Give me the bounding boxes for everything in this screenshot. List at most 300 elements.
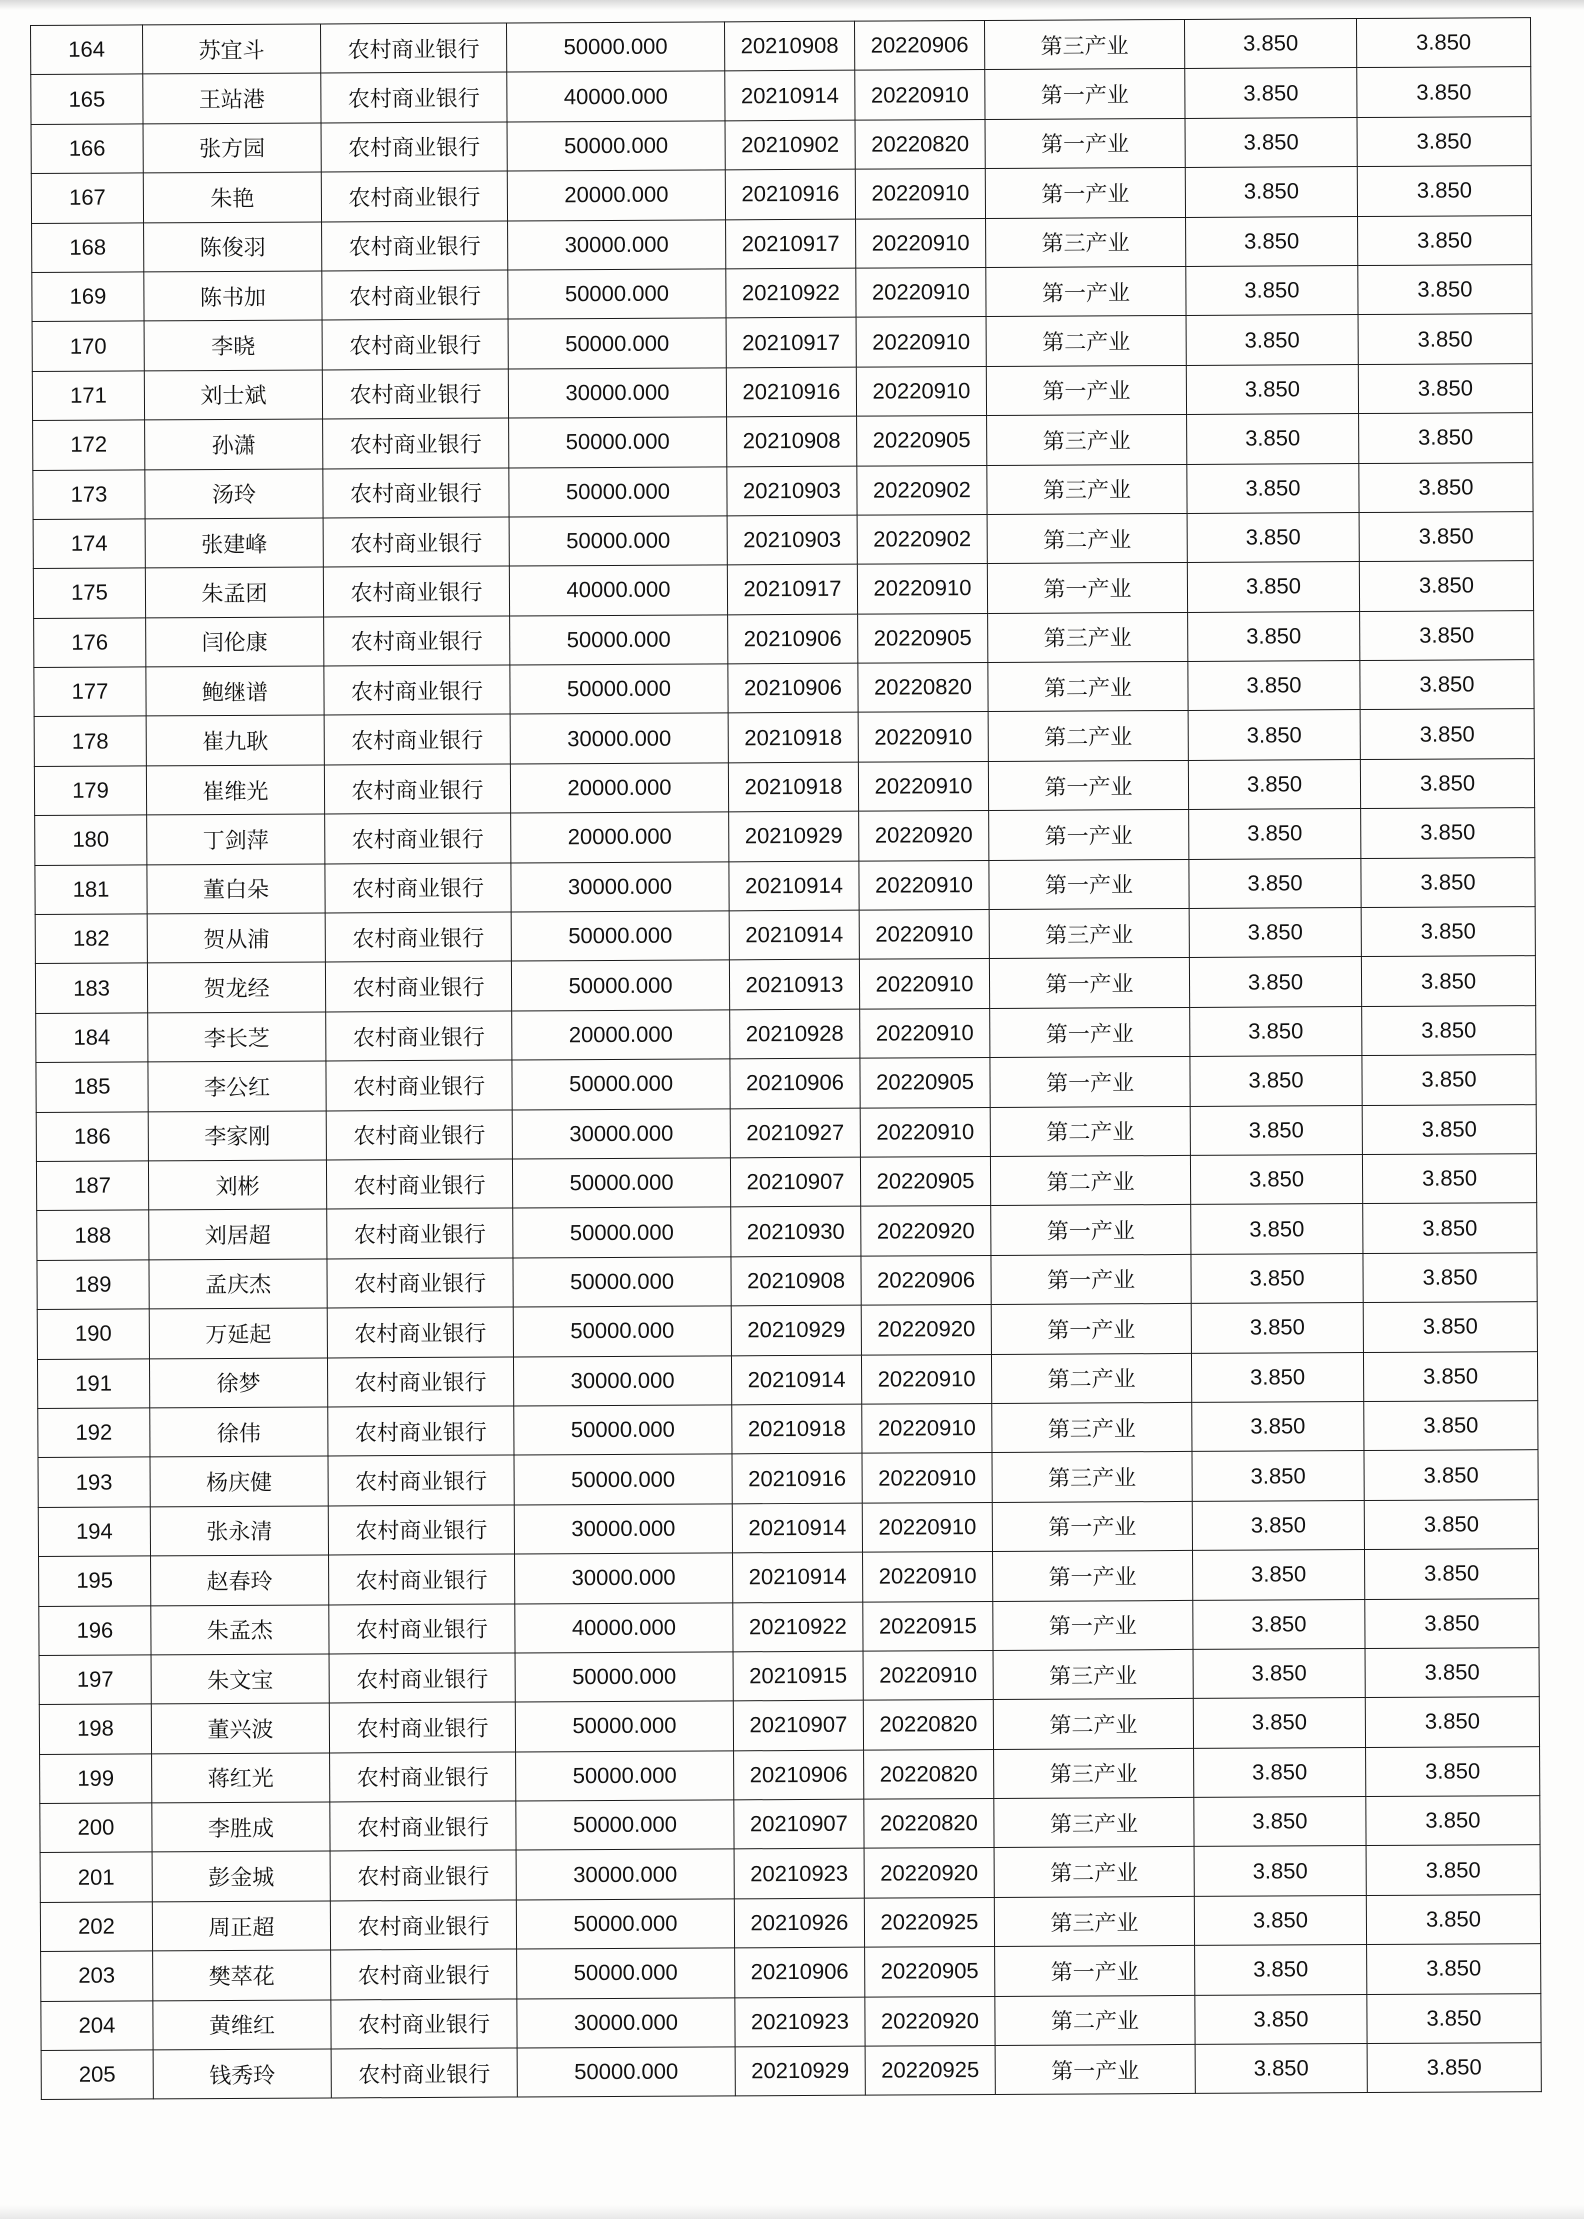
- subsidy-rate-cell: 3.850: [1358, 215, 1532, 265]
- start-date-cell: 20210916: [726, 367, 856, 417]
- start-date-cell: 20210929: [735, 2046, 865, 2096]
- table-row: [35, 956, 1535, 1013]
- table-row: [38, 1401, 1538, 1458]
- interest-rate-cell: 3.850: [1190, 1155, 1362, 1205]
- end-date-cell: 20220910: [862, 1453, 992, 1503]
- end-date-cell: 20220902: [857, 465, 987, 515]
- interest-rate-cell: 3.850: [1193, 1550, 1365, 1600]
- start-date-cell: 20210902: [725, 120, 855, 170]
- loan-amount-cell: 50000.000: [513, 1257, 731, 1308]
- borrower-name-cell: 李家刚: [148, 1111, 326, 1161]
- subsidy-rate-cell: 3.850: [1360, 709, 1534, 759]
- loan-amount-cell: 50000.000: [516, 1800, 734, 1851]
- end-date-cell: 20220905: [857, 416, 987, 466]
- interest-rate-cell: 3.850: [1195, 1945, 1367, 1995]
- lending-bank-cell: 农村商业银行: [327, 1307, 513, 1357]
- subsidy-rate-cell: 3.850: [1358, 314, 1532, 364]
- borrower-name-cell: 王站港: [143, 73, 321, 123]
- loan-amount-cell: 50000.000: [515, 1652, 733, 1703]
- table-row: [38, 1450, 1538, 1507]
- lending-bank-cell: 农村商业银行: [330, 1752, 516, 1802]
- seq-number-cell: 187: [36, 1161, 148, 1211]
- loan-amount-cell: 30000.000: [508, 219, 726, 270]
- start-date-cell: 20210929: [729, 811, 859, 861]
- subsidy-rate-cell: 3.850: [1365, 1549, 1539, 1599]
- start-date-cell: 20210917: [726, 318, 856, 368]
- industry-cell: 第一产业: [990, 1057, 1190, 1107]
- start-date-cell: 20210914: [725, 71, 855, 121]
- lending-bank-cell: 农村商业银行: [326, 1011, 512, 1061]
- subsidy-rate-cell: 3.850: [1364, 1401, 1538, 1451]
- interest-rate-cell: 3.850: [1191, 1303, 1363, 1353]
- loan-amount-cell: 50000.000: [508, 269, 726, 320]
- start-date-cell: 20210917: [726, 219, 856, 269]
- seq-number-cell: 168: [32, 222, 144, 272]
- subsidy-rate-cell: 3.850: [1362, 1104, 1536, 1154]
- industry-cell: 第二产业: [993, 1699, 1193, 1749]
- table-row: [39, 1648, 1539, 1705]
- interest-rate-cell: 3.850: [1191, 1352, 1363, 1402]
- subsidy-rate-cell: 3.850: [1367, 1993, 1541, 2043]
- end-date-cell: 20220925: [865, 2045, 995, 2095]
- borrower-name-cell: 赵春玲: [151, 1555, 329, 1605]
- industry-cell: 第三产业: [993, 1649, 1193, 1699]
- industry-cell: 第一产业: [989, 810, 1189, 860]
- table-row: [41, 1944, 1541, 2001]
- end-date-cell: 20220920: [865, 1996, 995, 2046]
- borrower-name-cell: 朱文宝: [151, 1654, 329, 1704]
- industry-cell: 第三产业: [988, 612, 1188, 662]
- end-date-cell: 20220910: [859, 860, 989, 910]
- seq-number-cell: 173: [33, 469, 145, 519]
- borrower-name-cell: 朱艳: [143, 172, 321, 222]
- loan-amount-cell: 50000.000: [511, 911, 729, 962]
- start-date-cell: 20210930: [731, 1207, 861, 1257]
- interest-rate-cell: 3.850: [1187, 562, 1359, 612]
- lending-bank-cell: 农村商业银行: [324, 764, 510, 814]
- end-date-cell: 20220906: [861, 1255, 991, 1305]
- industry-cell: 第三产业: [989, 908, 1189, 958]
- loan-amount-cell: 50000.000: [508, 318, 726, 369]
- start-date-cell: 20210918: [728, 762, 858, 812]
- cut-off-header-strip: [0, 0, 1584, 10]
- start-date-cell: 20210913: [729, 960, 859, 1010]
- seq-number-cell: 170: [32, 321, 144, 371]
- table-row: [37, 1302, 1537, 1359]
- seq-number-cell: 200: [40, 1803, 152, 1853]
- seq-number-cell: 166: [31, 124, 143, 174]
- table-row: [31, 166, 1531, 223]
- end-date-cell: 20220905: [858, 613, 988, 663]
- borrower-name-cell: 贺从浦: [147, 913, 325, 963]
- industry-cell: 第一产业: [989, 958, 1189, 1008]
- loan-amount-cell: 20000.000: [512, 1010, 730, 1061]
- end-date-cell: 20220820: [864, 1749, 994, 1799]
- subsidy-rate-cell: 3.850: [1359, 462, 1533, 512]
- lending-bank-cell: 农村商业银行: [330, 1850, 516, 1900]
- seq-number-cell: 176: [34, 618, 146, 668]
- industry-cell: 第二产业: [986, 316, 1186, 366]
- loan-amount-cell: 50000.000: [506, 22, 724, 73]
- industry-cell: 第一产业: [986, 365, 1186, 415]
- seq-number-cell: 198: [39, 1704, 151, 1754]
- start-date-cell: 20210916: [725, 169, 855, 219]
- start-date-cell: 20210923: [735, 1997, 865, 2047]
- borrower-name-cell: 丁剑萍: [147, 814, 325, 864]
- interest-rate-cell: 3.850: [1191, 1204, 1363, 1254]
- borrower-name-cell: 崔九耿: [146, 715, 324, 765]
- lending-bank-cell: 农村商业银行: [331, 2048, 517, 2098]
- seq-number-cell: 180: [35, 815, 147, 865]
- end-date-cell: 20220820: [855, 119, 985, 169]
- borrower-name-cell: 张永清: [150, 1506, 328, 1556]
- industry-cell: 第三产业: [992, 1402, 1192, 1452]
- borrower-name-cell: 彭金城: [152, 1851, 330, 1901]
- seq-number-cell: 189: [37, 1260, 149, 1310]
- borrower-name-cell: 汤玲: [145, 468, 323, 518]
- interest-rate-cell: 3.850: [1191, 1253, 1363, 1303]
- lending-bank-cell: 农村商业银行: [325, 813, 511, 863]
- table-row: [32, 265, 1532, 322]
- end-date-cell: 20220910: [859, 910, 989, 960]
- industry-cell: 第三产业: [987, 464, 1187, 514]
- seq-number-cell: 185: [36, 1062, 148, 1112]
- loan-amount-cell: 50000.000: [514, 1454, 732, 1505]
- interest-rate-cell: 3.850: [1186, 266, 1358, 316]
- borrower-name-cell: 朱孟杰: [151, 1604, 329, 1654]
- subsidy-rate-cell: 3.850: [1356, 18, 1530, 68]
- loan-amount-cell: 20000.000: [511, 812, 729, 863]
- start-date-cell: 20210928: [730, 1009, 860, 1059]
- lending-bank-cell: 农村商业银行: [328, 1505, 514, 1555]
- seq-number-cell: 186: [36, 1111, 148, 1161]
- start-date-cell: 20210914: [729, 910, 859, 960]
- interest-rate-cell: 3.850: [1189, 908, 1361, 958]
- start-date-cell: 20210906: [730, 1058, 860, 1108]
- lending-bank-cell: 农村商业银行: [328, 1455, 514, 1505]
- interest-rate-cell: 3.850: [1188, 759, 1360, 809]
- loan-amount-cell: 30000.000: [510, 713, 728, 764]
- subsidy-rate-cell: 3.850: [1363, 1203, 1537, 1253]
- table-row: [40, 1894, 1540, 1951]
- end-date-cell: 20220910: [862, 1403, 992, 1453]
- interest-rate-cell: 3.850: [1186, 216, 1358, 266]
- table-row: [33, 462, 1533, 519]
- table-row: [34, 709, 1534, 766]
- interest-rate-cell: 3.850: [1188, 661, 1360, 711]
- start-date-cell: 20210922: [726, 268, 856, 318]
- lending-bank-cell: 农村商业银行: [323, 468, 509, 518]
- lending-bank-cell: 农村商业银行: [329, 1603, 515, 1653]
- seq-number-cell: 196: [39, 1605, 151, 1655]
- seq-number-cell: 204: [41, 2001, 153, 2051]
- start-date-cell: 20210914: [731, 1355, 861, 1405]
- lending-bank-cell: 农村商业银行: [322, 369, 508, 419]
- borrower-name-cell: 闫伦康: [146, 617, 324, 667]
- end-date-cell: 20220920: [864, 1848, 994, 1898]
- subsidy-rate-cell: 3.850: [1363, 1252, 1537, 1302]
- lending-bank-cell: 农村商业银行: [331, 1999, 517, 2049]
- loan-amount-cell: 40000.000: [507, 71, 725, 122]
- lending-bank-cell: 农村商业银行: [324, 616, 510, 666]
- seq-number-cell: 195: [39, 1556, 151, 1606]
- start-date-cell: 20210922: [733, 1602, 863, 1652]
- seq-number-cell: 181: [35, 865, 147, 915]
- industry-cell: 第一产业: [991, 1254, 1191, 1304]
- interest-rate-cell: 3.850: [1185, 167, 1357, 217]
- interest-rate-cell: 3.850: [1190, 1006, 1362, 1056]
- subsidy-rate-cell: 3.850: [1357, 166, 1531, 216]
- start-date-cell: 20210926: [734, 1898, 864, 1948]
- end-date-cell: 20220906: [854, 21, 984, 71]
- table-row: [40, 1746, 1540, 1803]
- table-row: [31, 67, 1531, 124]
- borrower-name-cell: 陈书加: [144, 271, 322, 321]
- subsidy-rate-cell: 3.850: [1360, 758, 1534, 808]
- lending-bank-cell: 农村商业银行: [320, 23, 506, 73]
- seq-number-cell: 169: [32, 272, 144, 322]
- loan-amount-cell: 50000.000: [510, 615, 728, 666]
- end-date-cell: 20220910: [856, 317, 986, 367]
- lending-bank-cell: 农村商业银行: [322, 270, 508, 320]
- loan-amount-cell: 40000.000: [515, 1602, 733, 1653]
- seq-number-cell: 203: [41, 1951, 153, 2001]
- end-date-cell: 20220902: [857, 514, 987, 564]
- seq-number-cell: 182: [35, 914, 147, 964]
- subsidy-rate-cell: 3.850: [1364, 1450, 1538, 1500]
- interest-rate-cell: 3.850: [1194, 1747, 1366, 1797]
- start-date-cell: 20210908: [727, 416, 857, 466]
- lending-bank-cell: 农村商业银行: [323, 566, 509, 616]
- end-date-cell: 20220915: [863, 1601, 993, 1651]
- industry-cell: 第一产业: [987, 563, 1187, 613]
- end-date-cell: 20220905: [865, 1947, 995, 1997]
- seq-number-cell: 175: [33, 568, 145, 618]
- subsidy-rate-cell: 3.850: [1367, 2043, 1541, 2093]
- interest-rate-cell: 3.850: [1190, 1105, 1362, 1155]
- table-row: [36, 1154, 1536, 1211]
- borrower-name-cell: 刘彬: [148, 1160, 326, 1210]
- table-row: [34, 660, 1534, 717]
- loan-amount-cell: 50000.000: [513, 1306, 731, 1357]
- seq-number-cell: 167: [31, 173, 143, 223]
- table-row: [31, 116, 1531, 173]
- lending-bank-cell: 农村商业银行: [322, 319, 508, 369]
- subsidy-rate-cell: 3.850: [1359, 413, 1533, 463]
- borrower-name-cell: 崔维光: [146, 765, 324, 815]
- table-row: [39, 1598, 1539, 1655]
- loan-amount-cell: 40000.000: [509, 565, 727, 616]
- seq-number-cell: 165: [31, 74, 143, 124]
- interest-rate-cell: 3.850: [1195, 1994, 1367, 2044]
- borrower-name-cell: 樊萃花: [153, 1950, 331, 2000]
- loan-amount-cell: 50000.000: [514, 1405, 732, 1456]
- loan-amount-cell: 50000.000: [513, 1207, 731, 1258]
- lending-bank-cell: 农村商业银行: [323, 517, 509, 567]
- table-row: [33, 561, 1533, 618]
- subsidy-rate-cell: 3.850: [1365, 1648, 1539, 1698]
- subsidy-rate-cell: 3.850: [1358, 265, 1532, 315]
- industry-cell: 第二产业: [990, 1106, 1190, 1156]
- borrower-name-cell: 李胜成: [152, 1802, 330, 1852]
- industry-cell: 第一产业: [989, 859, 1189, 909]
- start-date-cell: 20210906: [735, 1947, 865, 1997]
- loan-amount-cell: 50000.000: [507, 121, 725, 172]
- industry-cell: 第一产业: [995, 2044, 1195, 2094]
- lending-bank-cell: 农村商业银行: [325, 912, 511, 962]
- end-date-cell: 20220910: [858, 712, 988, 762]
- interest-rate-cell: 3.850: [1185, 68, 1357, 118]
- borrower-name-cell: 孟庆杰: [149, 1259, 327, 1309]
- end-date-cell: 20220920: [861, 1206, 991, 1256]
- table-row: [32, 215, 1532, 272]
- seq-number-cell: 202: [40, 1902, 152, 1952]
- interest-rate-cell: 3.850: [1194, 1895, 1366, 1945]
- seq-number-cell: 194: [38, 1507, 150, 1557]
- table-row: [36, 1104, 1536, 1161]
- table-row: [33, 413, 1533, 470]
- seq-number-cell: 171: [32, 371, 144, 421]
- interest-rate-cell: 3.850: [1189, 858, 1361, 908]
- table-row: [40, 1796, 1540, 1853]
- start-date-cell: 20210915: [733, 1651, 863, 1701]
- interest-rate-cell: 3.850: [1194, 1846, 1366, 1896]
- subsidy-rate-cell: 3.850: [1361, 857, 1535, 907]
- subsidy-rate-cell: 3.850: [1362, 1055, 1536, 1105]
- loan-amount-cell: 50000.000: [516, 1899, 734, 1950]
- end-date-cell: 20220820: [864, 1799, 994, 1849]
- lending-bank-cell: 农村商业银行: [327, 1357, 513, 1407]
- loan-amount-cell: 30000.000: [514, 1504, 732, 1555]
- start-date-cell: 20210903: [727, 515, 857, 565]
- lending-bank-cell: 农村商业银行: [328, 1406, 514, 1456]
- lending-bank-cell: 农村商业银行: [331, 1949, 517, 1999]
- interest-rate-cell: 3.850: [1189, 809, 1361, 859]
- industry-cell: 第一产业: [985, 168, 1185, 218]
- borrower-name-cell: 贺龙经: [147, 962, 325, 1012]
- lending-bank-cell: 农村商业银行: [321, 72, 507, 122]
- loan-amount-cell: 20000.000: [510, 763, 728, 814]
- seq-number-cell: 164: [31, 25, 143, 75]
- interest-rate-cell: 3.850: [1193, 1599, 1365, 1649]
- table-row: [37, 1252, 1537, 1309]
- industry-cell: 第三产业: [994, 1748, 1194, 1798]
- borrower-name-cell: 周正超: [152, 1901, 330, 1951]
- lending-bank-cell: 农村商业银行: [327, 1258, 513, 1308]
- loan-amount-cell: 50000.000: [509, 417, 727, 468]
- start-date-cell: 20210906: [728, 663, 858, 713]
- borrower-name-cell: 李公红: [148, 1061, 326, 1111]
- end-date-cell: 20220820: [863, 1700, 993, 1750]
- start-date-cell: 20210907: [734, 1799, 864, 1849]
- subsidy-rate-cell: 3.850: [1366, 1845, 1540, 1895]
- loan-amount-cell: 30000.000: [517, 1997, 735, 2048]
- start-date-cell: 20210907: [733, 1700, 863, 1750]
- table-row: [31, 18, 1531, 75]
- borrower-name-cell: 刘居超: [149, 1209, 327, 1259]
- end-date-cell: 20220910: [863, 1552, 993, 1602]
- table-row: [41, 1993, 1541, 2050]
- table-row: [39, 1697, 1539, 1754]
- borrower-name-cell: 董兴波: [151, 1703, 329, 1753]
- borrower-name-cell: 董白朵: [147, 864, 325, 914]
- seq-number-cell: 197: [39, 1655, 151, 1705]
- interest-rate-cell: 3.850: [1193, 1648, 1365, 1698]
- borrower-name-cell: 黄维红: [153, 2000, 331, 2050]
- subsidy-rate-cell: 3.850: [1366, 1894, 1540, 1944]
- loan-amount-cell: 20000.000: [507, 170, 725, 221]
- industry-cell: 第一产业: [991, 1304, 1191, 1354]
- lending-bank-cell: 农村商业银行: [330, 1900, 516, 1950]
- loan-amount-cell: 50000.000: [512, 1059, 730, 1110]
- end-date-cell: 20220820: [858, 663, 988, 713]
- end-date-cell: 20220910: [857, 564, 987, 614]
- industry-cell: 第二产业: [994, 1847, 1194, 1897]
- table-row: [40, 1845, 1540, 1902]
- loan-amount-cell: 30000.000: [515, 1553, 733, 1604]
- interest-rate-cell: 3.850: [1190, 1056, 1362, 1106]
- interest-rate-cell: 3.850: [1187, 414, 1359, 464]
- seq-number-cell: 191: [37, 1358, 149, 1408]
- start-date-cell: 20210914: [729, 861, 859, 911]
- borrower-name-cell: 万延起: [149, 1308, 327, 1358]
- subsidy-rate-cell: 3.850: [1360, 660, 1534, 710]
- subsidy-rate-cell: 3.850: [1366, 1796, 1540, 1846]
- seq-number-cell: 184: [36, 1013, 148, 1063]
- seq-number-cell: 178: [34, 716, 146, 766]
- interest-rate-cell: 3.850: [1194, 1797, 1366, 1847]
- interest-rate-cell: 3.850: [1192, 1500, 1364, 1550]
- seq-number-cell: 190: [37, 1309, 149, 1359]
- loan-amount-cell: 30000.000: [516, 1849, 734, 1900]
- loan-amount-cell: 50000.000: [517, 1948, 735, 1999]
- lending-bank-cell: 农村商业银行: [324, 714, 510, 764]
- seq-number-cell: 193: [38, 1457, 150, 1507]
- loan-table-body: [31, 18, 1542, 2100]
- page-bottom-edge: [0, 2205, 1584, 2219]
- lending-bank-cell: 农村商业银行: [330, 1801, 516, 1851]
- borrower-name-cell: 李长芝: [148, 1012, 326, 1062]
- borrower-name-cell: 蒋红光: [152, 1753, 330, 1803]
- industry-cell: 第一产业: [992, 1501, 1192, 1551]
- start-date-cell: 20210908: [731, 1256, 861, 1306]
- loan-amount-cell: 30000.000: [512, 1108, 730, 1159]
- end-date-cell: 20220910: [859, 959, 989, 1009]
- subsidy-rate-cell: 3.850: [1365, 1598, 1539, 1648]
- seq-number-cell: 179: [34, 766, 146, 816]
- table-row: [36, 1005, 1536, 1062]
- borrower-name-cell: 苏宜斗: [143, 24, 321, 74]
- end-date-cell: 20220910: [860, 1008, 990, 1058]
- subsidy-rate-cell: 3.850: [1367, 1944, 1541, 1994]
- borrower-name-cell: 孙潇: [145, 419, 323, 469]
- subsidy-rate-cell: 3.850: [1357, 67, 1531, 117]
- loan-amount-cell: 50000.000: [512, 1158, 730, 1209]
- table-row: [35, 907, 1535, 964]
- seq-number-cell: 174: [33, 519, 145, 569]
- start-date-cell: 20210916: [732, 1453, 862, 1503]
- table-row: [36, 1055, 1536, 1112]
- start-date-cell: 20210917: [727, 564, 857, 614]
- subsidy-rate-cell: 3.850: [1358, 363, 1532, 413]
- seq-number-cell: 172: [33, 420, 145, 470]
- end-date-cell: 20220910: [856, 366, 986, 416]
- industry-cell: 第一产业: [991, 1205, 1191, 1255]
- table-row: [35, 857, 1535, 914]
- loan-amount-cell: 50000.000: [509, 516, 727, 567]
- start-date-cell: 20210927: [730, 1108, 860, 1158]
- end-date-cell: 20220910: [861, 1354, 991, 1404]
